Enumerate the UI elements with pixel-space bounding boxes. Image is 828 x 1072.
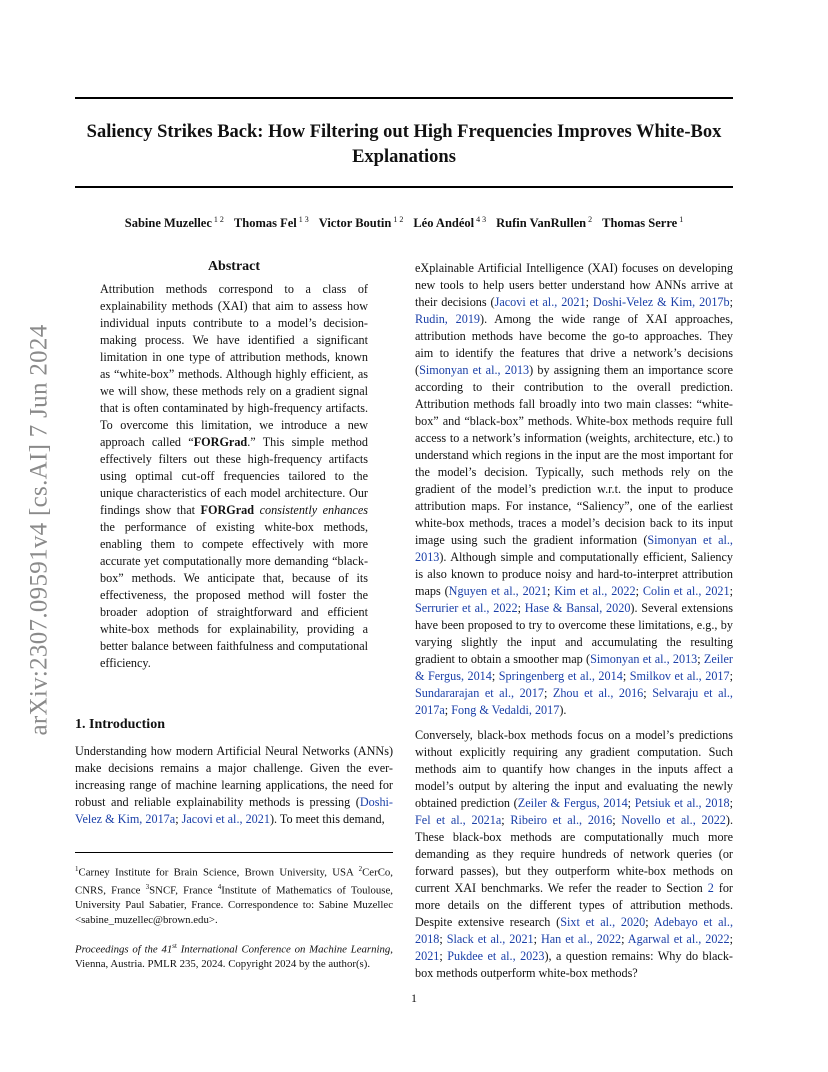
author	[234, 216, 309, 230]
citation-link[interactable]: Hase & Bansal, 2020	[524, 601, 631, 615]
bold-text: FORGrad	[200, 503, 255, 517]
superscript: 4	[217, 883, 222, 892]
text-run: ). Several extensions have been proposed to try to overcome these limitations, e.g., by varying slightly the input and accumulating the resulting gradient to obtain a smoother map (	[415, 601, 734, 666]
text-run: ;	[612, 813, 622, 827]
abstract-body	[100, 281, 368, 672]
author-list	[75, 215, 733, 231]
text-run: ;	[627, 796, 635, 810]
text-run: ;	[444, 703, 452, 717]
text-run: ) by assigning them an importance score according to their contribution to the overall prediction. Attribution methods fall broadly into two main classes: “white-box” and “black-box” methods. White-box methods require full access to a network’s information (weights, architecture, etc.) to understand which regions in the input are the most important for the model’s decision. Typically, such methods rely on the gradient of the model’s prediction w.r.t. the input to produce attribution maps. For instance, “Saliency”, one of the earliest white-box methods, traces a model’s decision back to its input image using such the gradient information (	[415, 363, 733, 547]
citation-link[interactable]: Serrurier et al., 2022	[415, 601, 518, 615]
text-run: ;	[645, 915, 654, 929]
author	[496, 216, 592, 230]
citation-link[interactable]: Doshi-Velez & Kim, 2017a	[75, 795, 393, 826]
title-rule-bottom	[75, 186, 733, 188]
introduction-heading: 1. Introduction	[75, 717, 165, 732]
text-run: Understanding how modern Artificial Neural Networks (ANNs) make decisions remains a major challenge. Given the ever-increasing range of machine learning applications, the need for robust and reliable explainability methods is pressing (	[75, 744, 393, 809]
text-run: ;	[175, 812, 182, 826]
citation-link[interactable]: Petsiuk et al., 2018	[634, 796, 730, 810]
bold-text: FORGrad	[193, 435, 248, 449]
text-run: ).	[559, 703, 567, 717]
introduction-paragraph	[415, 727, 733, 982]
text-run: ;	[643, 686, 653, 700]
page-number: 1	[411, 991, 417, 1005]
author-affiliation-marks: 4 3	[476, 215, 487, 224]
citation-link[interactable]: Fong & Vedaldi, 2017	[451, 703, 560, 717]
text-run: ;	[729, 796, 734, 810]
text-run: ;	[729, 669, 734, 683]
text-run: ;	[439, 949, 448, 963]
citation-link[interactable]: Jacovi et al., 2021	[494, 295, 586, 309]
paper-title: Saliency Strikes Back: How Filtering out High Frequencies Improves White-Box Explanations	[86, 122, 722, 167]
citation-link[interactable]: Kim et al., 2022	[554, 584, 636, 598]
author-affiliation-marks: 2	[588, 215, 593, 224]
introduction-part-1	[75, 743, 393, 828]
author	[319, 216, 404, 230]
superscript: 1	[75, 865, 79, 873]
citation-link[interactable]: Adebayo et al., 2018	[415, 915, 733, 946]
text-run: Institute of Mathematics of Toulouse, University Paul Sabatier, France. Correspondence to: Sabine Muzellec <sabine_muzellec@brown.edu>.	[75, 884, 393, 926]
author-affiliation-marks: 1 2	[393, 215, 404, 224]
author-name: Thomas Fel	[233, 216, 297, 231]
text-run: ;	[546, 584, 555, 598]
text-run: ;	[635, 584, 643, 598]
proceedings-footnote	[75, 939, 393, 972]
author-affiliation-marks: 1 2	[213, 215, 224, 224]
author	[602, 216, 683, 230]
superscript: 3	[145, 883, 150, 892]
text-run: , Vienna, Austria. PMLR 235, 2024. Copyright 2024 by the author(s).	[75, 943, 393, 971]
text-run: eXplainable Artificial Intelligence (XAI) focuses on developing new tools to help users better understand how ANNs arrive at their decisions (	[415, 261, 733, 309]
citation-link[interactable]: Slack et al., 2021	[446, 932, 534, 946]
citation-link[interactable]: Zeiler & Fergus, 2014	[517, 796, 628, 810]
italic-text: 41	[161, 943, 173, 956]
italic-text: Proceedings of the	[75, 943, 162, 956]
italic-text: consistently enhances	[259, 503, 368, 517]
title-rule-top	[75, 97, 733, 99]
text-run: the performance of existing white-box methods, enabling them to compete effectively with more accurate yet computationally more demanding “black-box” methods. We anticipate that, because of its effectiveness, the proposed method will foster the broader adoption of straightforward and efficient white-box methods for explainability, providing a better balance between faithfulness and computational efficiency.	[100, 520, 368, 670]
citation-link[interactable]: Simonyan et al., 2013	[419, 363, 530, 377]
right-column	[415, 260, 733, 982]
citation-link[interactable]: Novello et al., 2022	[621, 813, 726, 827]
text-run: ), a question remains: Why do black-box methods outperform white-box methods?	[415, 949, 733, 980]
citation-link[interactable]: Simonyan et al., 2013	[415, 533, 733, 564]
citation-link[interactable]: Zhou et al., 2016	[552, 686, 644, 700]
text-run: ). Although simple and computationally efficient, Saliency is also known to produce noisy and hard-to-interpret attribution maps (	[415, 550, 733, 598]
citation-link[interactable]: Agarwal et al., 2022	[627, 932, 730, 946]
text-run: ;	[585, 295, 593, 309]
superscript: st	[172, 942, 177, 951]
text-run: .” This simple method effectively filters out these high-frequency artifacts using optimal cut-off frequencies tailored to the unique characteristics of each model architecture. Our findings show that	[100, 435, 368, 517]
citation-link[interactable]: Doshi-Velez & Kim, 2017b	[592, 295, 730, 309]
citation-link[interactable]: 2	[707, 881, 714, 895]
citation-link[interactable]: Smilkov et al., 2017	[629, 669, 730, 683]
introduction-paragraph-continued	[415, 260, 733, 719]
text-run: Conversely, black-box methods focus on a model’s predictions without explicitly requiring any gradient computation. Such methods aim to quantify how changes in the inputs affect a model’s output by altering the input and evaluating the newly obtained prediction (	[415, 728, 733, 810]
author-affiliation-marks: 1 3	[298, 215, 309, 224]
citation-link[interactable]: Pukdee et al., 2023	[447, 949, 545, 963]
italic-text: International Conference on Machine Learning	[176, 943, 391, 956]
author-affiliation-marks: 1	[679, 215, 684, 224]
introduction-paragraph	[75, 743, 393, 828]
text-run: ). To meet this demand,	[269, 812, 385, 826]
text-run: ;	[622, 669, 630, 683]
author-name: Rufin VanRullen	[496, 216, 587, 231]
citation-link[interactable]: Rudin, 2019	[415, 312, 481, 326]
abstract-heading: Abstract	[207, 259, 261, 274]
author-name: Thomas Serre	[602, 216, 678, 231]
text-run: ;	[729, 584, 734, 598]
text-run: Attribution methods correspond to a class of explainability methods (XAI) that aim to assess how individual inputs contribute to a model’s decision-making process. We have identified a significant limitation in one type of attribution methods, known as “white-box” methods. Although highly efficient, as we will show, these methods rely on a gradient signal that is often contaminated by high-frequency artifacts. To overcome this limitation, we introduce a new approach called “	[100, 282, 368, 449]
citation-link[interactable]: Ribeiro et al., 2016	[510, 813, 613, 827]
citation-link[interactable]: Sixt et al., 2020	[560, 915, 646, 929]
text-run: ;	[543, 686, 553, 700]
author-name: Léo Andéol	[413, 216, 475, 231]
citation-link[interactable]: Simonyan et al., 2013	[590, 652, 698, 666]
text-run: ;	[439, 932, 447, 946]
citation-link[interactable]: Selvaraju et al., 2017a	[415, 686, 733, 717]
citation-link[interactable]: Fel et al., 2021a	[415, 813, 502, 827]
text-run: SNCF, France	[149, 884, 218, 897]
author-name: Victor Boutin	[318, 216, 392, 231]
text-run: ;	[533, 932, 541, 946]
arxiv-stamp-text: arXiv:2307.09591v4 [cs.AI] 7 Jun 2024	[26, 324, 53, 736]
citation-link[interactable]: 2021	[415, 949, 440, 963]
citation-link[interactable]: Sundararajan et al., 2017	[415, 686, 544, 700]
left-column	[75, 258, 393, 828]
citation-link[interactable]: Jacovi et al., 2021	[181, 812, 270, 826]
citation-link[interactable]: Han et al., 2022	[540, 932, 622, 946]
superscript: 2	[358, 865, 363, 873]
text-run: ;	[501, 813, 511, 827]
text-run: ). These black-box methods are computationally much more demanding as they require hundreds of network queries (or forward passes), but they outperform white-box methods on current XAI benchmarks. We refer the reader to Section	[415, 813, 733, 895]
text-run: for more details on the different types of attribution methods. Despite extensive research (	[415, 881, 733, 929]
author	[413, 216, 486, 230]
citation-link[interactable]: Zeiler & Fergus, 2014	[415, 652, 733, 683]
text-run: ;	[621, 932, 628, 946]
text-run: ;	[491, 669, 499, 683]
text-run: CerCo, CNRS, France	[75, 866, 393, 897]
citation-link[interactable]: Colin et al., 2021	[642, 584, 730, 598]
citation-link[interactable]: Springenberg et al., 2014	[498, 669, 623, 683]
author-name: Sabine Muzellec	[124, 216, 212, 231]
author	[125, 216, 224, 230]
arxiv-stamp	[18, 300, 62, 760]
text-run: ;	[729, 932, 734, 946]
affiliation-footnote	[75, 862, 393, 927]
footnotes	[75, 852, 393, 972]
text-run: ;	[697, 652, 704, 666]
text-run: ;	[729, 295, 733, 309]
text-run: Carney Institute for Brain Science, Brown University, USA	[78, 866, 359, 879]
text-run: ). Among the wide range of XAI approaches, attribution methods have become the go-to approaches. They aim to identify the features that drive a network’s decisions (	[415, 312, 733, 377]
citation-link[interactable]: Nguyen et al., 2021	[448, 584, 547, 598]
text-run: ;	[517, 601, 525, 615]
